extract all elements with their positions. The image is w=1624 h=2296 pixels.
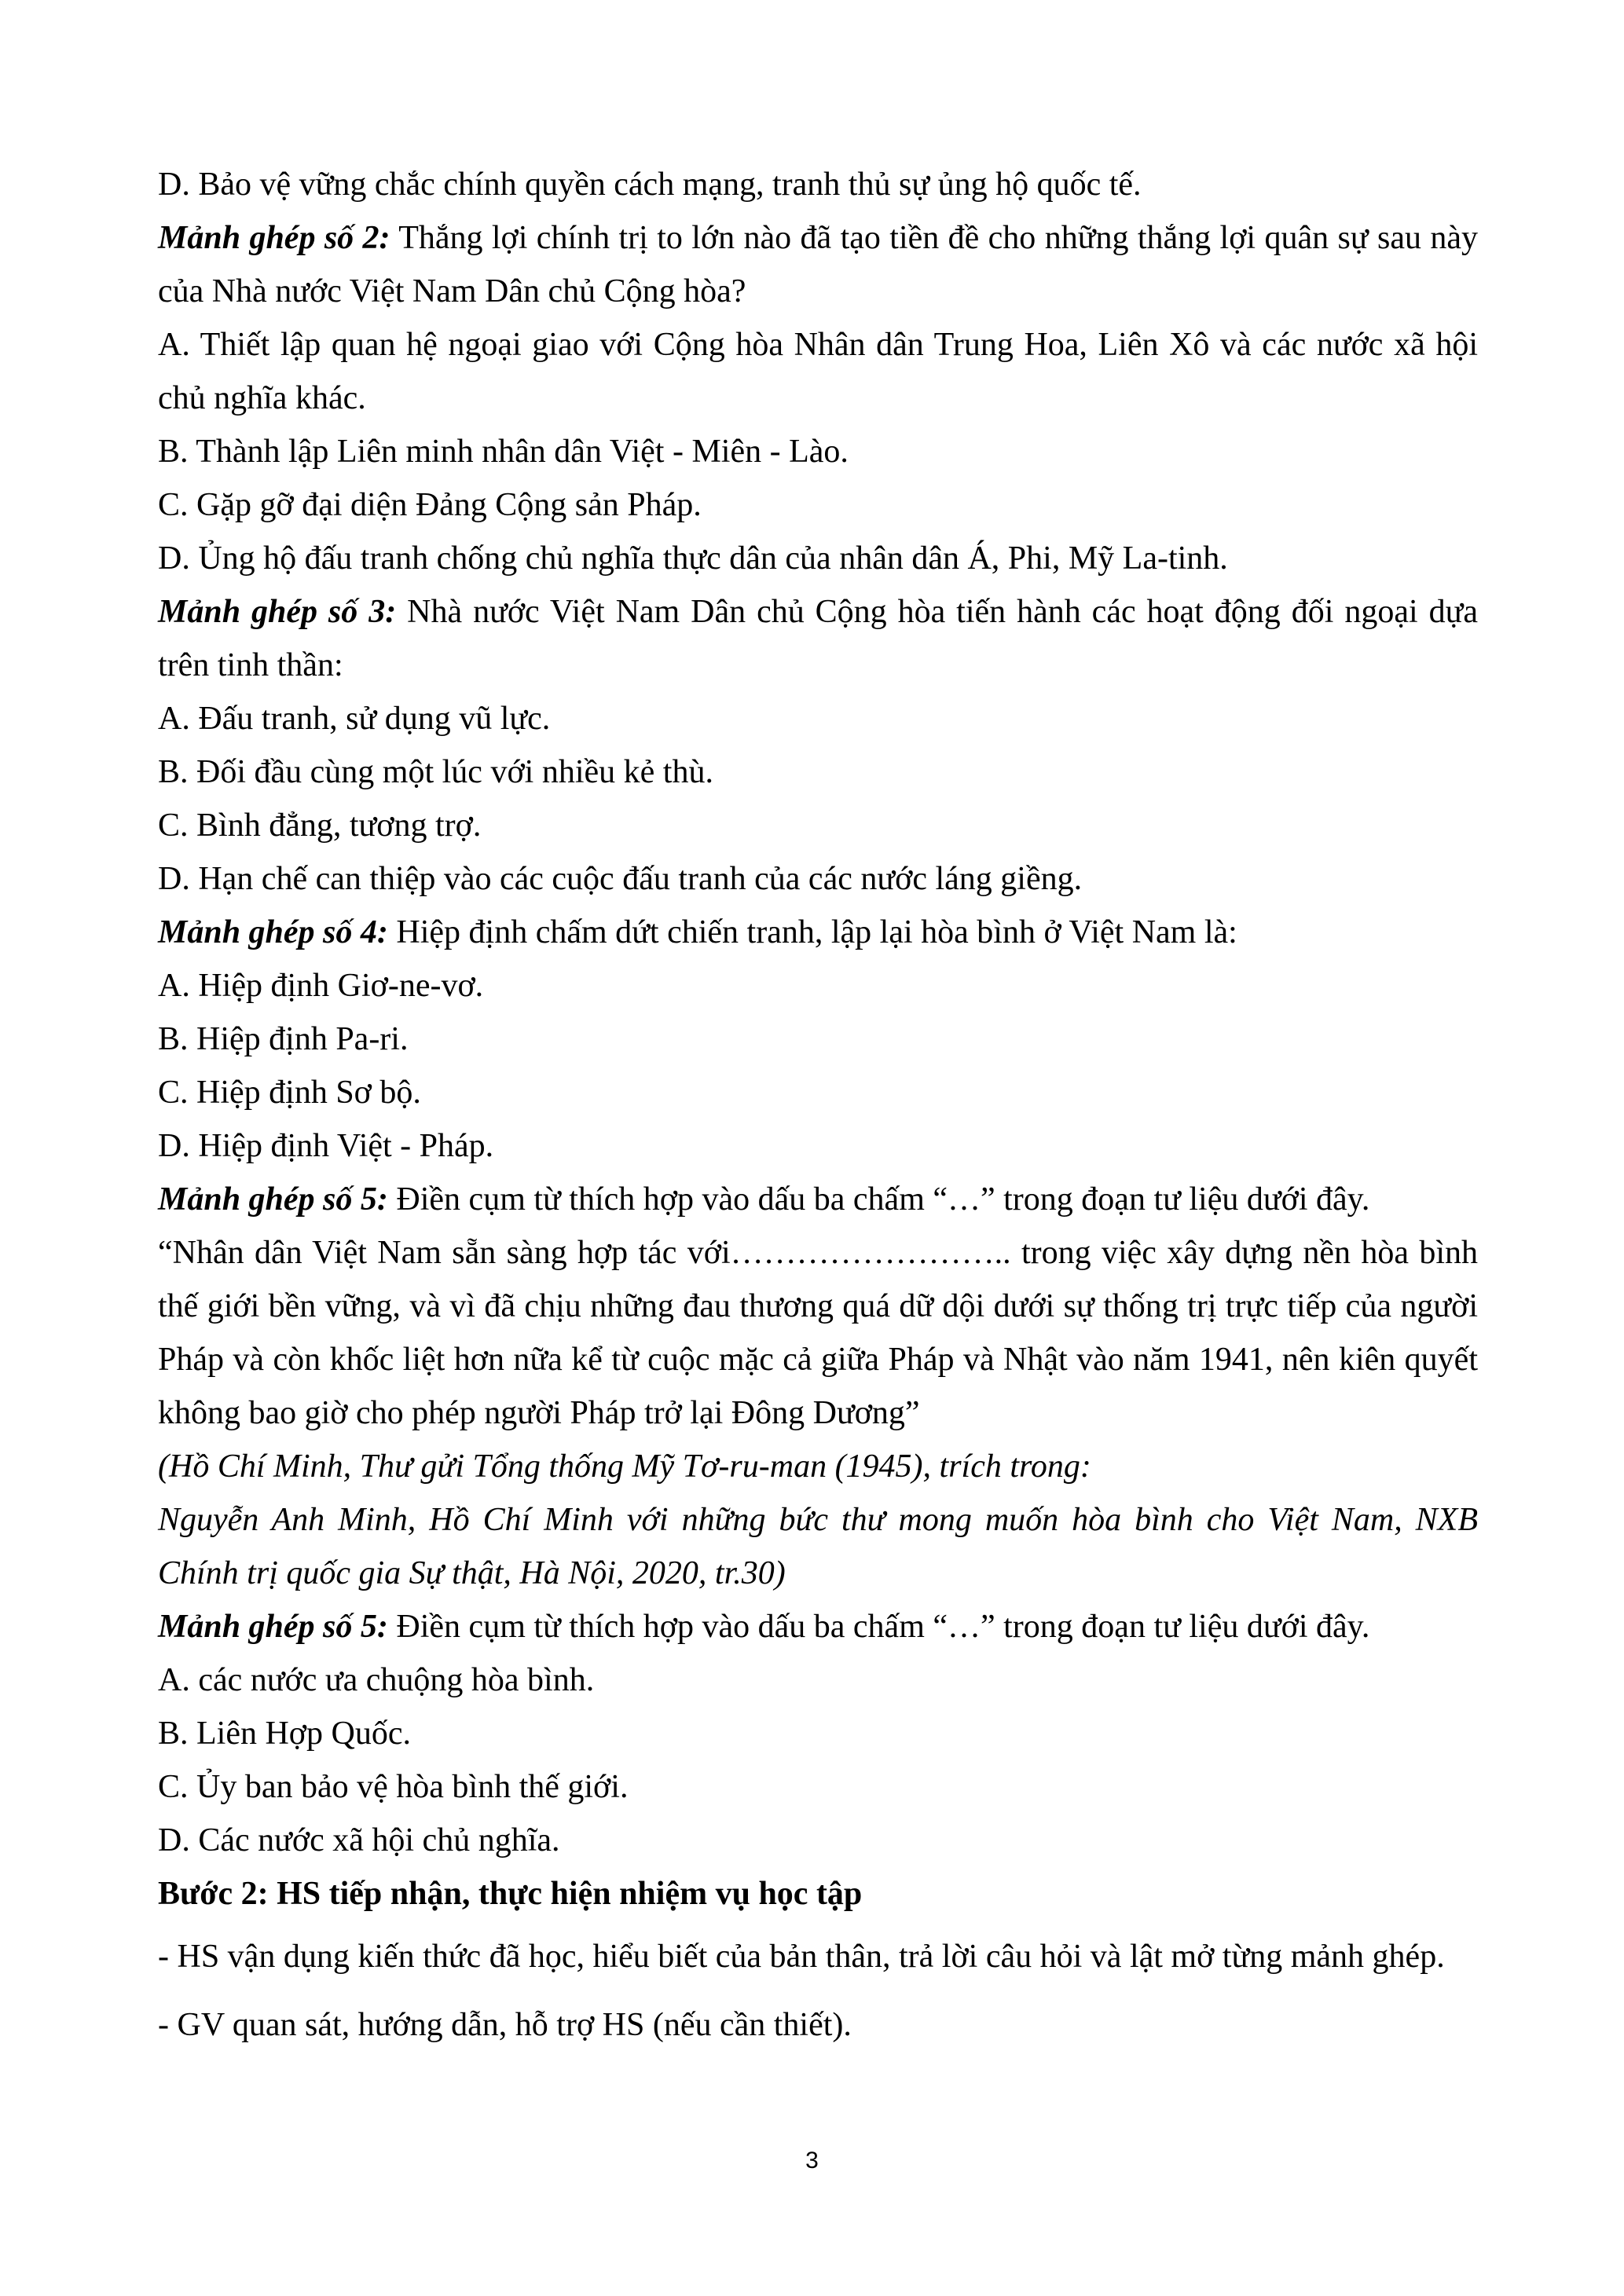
- question-label: Mảnh ghép số 5:: [158, 1181, 388, 1218]
- quote-source-1: (Hồ Chí Minh, Thư gửi Tổng thống Mỹ Tơ-ru-man (1945), trích trong:: [158, 1448, 1091, 1485]
- step-2-heading: Bước 2: HS tiếp nhận, thực hiện nhiệm vụ học tập: [158, 1876, 863, 1912]
- q4-option-b: B. Hiệp định Pa-ri.: [158, 1021, 409, 1057]
- q3-option-a: A. Đấu tranh, sử dụng vũ lực.: [158, 701, 551, 737]
- document-page: [158, 158, 1478, 2057]
- quote-passage: “Nhân dân Việt Nam sẵn sàng hợp tác với…………………….. trong việc xây dựng nền hòa bình thế giới bền vững, và vì đã chịu những đau thương quá dữ dội dưới sự thống trị trực tiếp của người Pháp và còn khốc liệt hơn nữa kể từ cuộc mặc cả giữa Pháp và Nhật vào năm 1941, nên kiên quyết không bao giờ cho phép người Pháp trở lại Đông Dương”: [158, 1235, 1478, 1431]
- q5-option-d: D. Các nước xã hội chủ nghĩa.: [158, 1822, 560, 1858]
- question-text: Điền cụm từ thích hợp vào dấu ba chấm “…” trong đoạn tư liệu dưới đây.: [387, 1609, 1370, 1645]
- q4-option-c: C. Hiệp định Sơ bộ.: [158, 1075, 421, 1111]
- question-text: Hiệp định chấm dứt chiến tranh, lập lại hòa bình ở Việt Nam là:: [387, 914, 1237, 950]
- question-text: Điền cụm từ thích hợp vào dấu ba chấm “…” trong đoạn tư liệu dưới đây.: [387, 1181, 1370, 1218]
- q5-option-a: A. các nước ưa chuộng hòa bình.: [158, 1662, 595, 1698]
- q5-option-b: B. Liên Hợp Quốc.: [158, 1716, 411, 1752]
- q2-option-c: C. Gặp gỡ đại diện Đảng Cộng sản Pháp.: [158, 487, 702, 523]
- q3-option-d: D. Hạn chế can thiệp vào các cuộc đấu tranh của các nước láng giềng.: [158, 861, 1083, 897]
- question-2: [158, 211, 1478, 318]
- q2-option-b: B. Thành lập Liên minh nhân dân Việt - Miên - Lào.: [158, 434, 849, 470]
- question-4: [158, 906, 1478, 959]
- q2-option-d: D. Ủng hộ đấu tranh chống chủ nghĩa thực dân của nhân dân Á, Phi, Mỹ La-tinh.: [158, 540, 1228, 577]
- step-2-hs: - HS vận dụng kiến thức đã học, hiểu biết của bản thân, trả lời câu hỏi và lật mở từng mảnh ghép.: [158, 1939, 1445, 1975]
- question-text: Nhà nước Việt Nam Dân chủ Cộng hòa tiến hành các hoạt động đối ngoại dựa trên tinh thần:: [158, 594, 1478, 683]
- q3-option-b: B. Đối đầu cùng một lúc với nhiều kẻ thù.: [158, 754, 713, 790]
- question-text: Thắng lợi chính trị to lớn nào đã tạo tiền đề cho những thắng lợi quân sự sau này của Nhà nước Việt Nam Dân chủ Cộng hòa?: [158, 220, 1479, 309]
- q4-option-a: A. Hiệp định Giơ-ne-vơ.: [158, 968, 484, 1004]
- question-3: [158, 585, 1478, 692]
- q3-option-c: C. Bình đẳng, tương trợ.: [158, 807, 482, 844]
- q1-option-d: D. Bảo vệ vững chắc chính quyền cách mạng, tranh thủ sự ủng hộ quốc tế.: [158, 167, 1142, 203]
- question-label: Mảnh ghép số 2:: [158, 220, 390, 256]
- page-number: 3: [805, 2148, 819, 2173]
- quote-source-2: Nguyễn Anh Minh, Hồ Chí Minh với những bức thư mong muốn hòa bình cho Việt Nam, NXB Chính trị quốc gia Sự thật, Hà Nội, 2020, tr.30): [158, 1502, 1478, 1591]
- q2-option-a: A. Thiết lập quan hệ ngoại giao với Cộng hòa Nhân dân Trung Hoa, Liên Xô và các nước xã hội chủ nghĩa khác.: [158, 327, 1478, 416]
- q4-option-d: D. Hiệp định Việt - Pháp.: [158, 1128, 494, 1164]
- q5-option-c: C. Ủy ban bảo vệ hòa bình thế giới.: [158, 1769, 629, 1805]
- step-2-gv: - GV quan sát, hướng dẫn, hỗ trợ HS (nếu cần thiết).: [158, 2007, 852, 2043]
- question-label: Mảnh ghép số 4:: [158, 914, 388, 950]
- question-label: Mảnh ghép số 3:: [158, 594, 397, 630]
- question-label: Mảnh ghép số 5:: [158, 1609, 388, 1645]
- question-5-repeat: [158, 1600, 1478, 1653]
- question-5: [158, 1173, 1478, 1226]
